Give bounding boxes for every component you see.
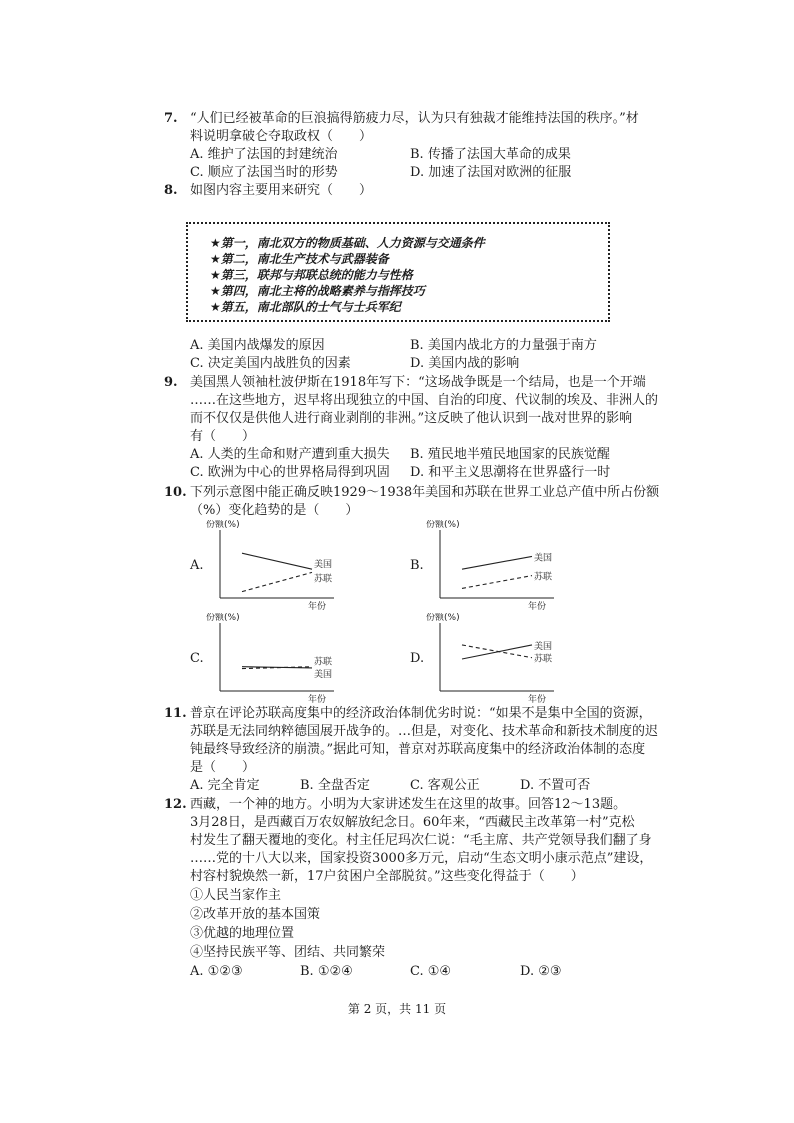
q8-box-line-1: ★第一，南北双方的物质基础、人力资源与交通条件	[210, 236, 485, 250]
q8-box-line-5: ★第五，南北部队的士气与士兵军纪	[210, 300, 401, 314]
q9-stem-line4: 有（ ）	[190, 429, 256, 444]
q8-option-c: C. 决定美国内战胜负的因素	[190, 356, 351, 371]
q12-stem-line2: 3月28日，是西藏百万农奴解放纪念日。60年来，“西藏民主改革第一村”克松	[190, 815, 635, 830]
chart-a-series-1	[242, 553, 312, 569]
q11-number: 11.	[164, 706, 187, 721]
q10-stem-line1: 下列示意图中能正确反映1929～1938年美国和苏联在世界工业总产值中所占份额	[190, 485, 660, 500]
q10-stem-line2: （%）变化趋势的是（ ）	[190, 503, 359, 518]
q10-option-b-letter: B.	[410, 558, 424, 573]
q12-stem-line3: 村发生了翻天覆地的变化。村主任尼玛次仁说：“毛主席、共产党领导我们翻了身	[190, 833, 652, 848]
q10-chart-a	[200, 520, 350, 610]
q8-option-a: A. 美国内战爆发的原因	[190, 338, 325, 353]
chart-b-series-2	[462, 576, 532, 589]
q12-option-c: C. ①④	[410, 964, 452, 979]
chart-a-series-1-label: 美国	[314, 560, 333, 571]
q7-option-b: B. 传播了法国大革命的成果	[410, 147, 571, 162]
q8-box-line-3: ★第三，联邦与邦联总统的能力与性格	[210, 268, 413, 282]
chart-d-xlabel: 年份	[528, 695, 547, 703]
q7-stem-line1: “人们已经被革命的巨浪搞得筋疲力尽，认为只有独裁才能维持法国的秩序。”材	[190, 111, 639, 126]
q12-item-4: ④坚持民族平等、团结、共同繁荣	[190, 945, 386, 960]
q12-option-d: D. ②③	[520, 964, 562, 979]
q9-option-a: A. 人类的生命和财产遭到重大损失	[190, 447, 390, 462]
chart-c-xlabel: 年份	[308, 695, 327, 703]
q9-number: 9.	[164, 375, 178, 390]
q8-info-box	[186, 222, 610, 322]
q11-stem-line3: 钝最终导致经济的崩溃。”据此可知，普京对苏联高度集中的经济政治体制的态度	[190, 742, 646, 757]
q12-item-3: ③优越的地理位置	[190, 926, 295, 941]
q12-item-2: ②改革开放的基本国策	[190, 907, 321, 922]
q8-stem: 如图内容主要用来研究（ ）	[190, 183, 373, 198]
chart-a-series-2	[242, 572, 312, 591]
chart-c-ylabel: 份额(%)	[206, 613, 240, 623]
chart-b-xlabel: 年份	[528, 602, 547, 610]
q8-option-d: D. 美国内战的影响	[410, 356, 520, 371]
q11-stem-line1: 普京在评论苏联高度集中的经济政治体制优劣时说：“如果不是集中全国的资源，	[190, 706, 652, 721]
q7-option-d: D. 加速了法国对欧洲的征服	[410, 165, 572, 180]
chart-a-series-2-label: 苏联	[314, 574, 333, 585]
q12-item-1: ①人民当家作主	[190, 888, 282, 903]
q8-option-b: B. 美国内战北方的力量强于南方	[410, 338, 597, 353]
chart-c-series-2-label: 美国	[314, 669, 333, 680]
q7-number: 7.	[164, 111, 178, 126]
chart-b-series-1	[462, 556, 532, 569]
q10-option-c-letter: C.	[190, 651, 204, 666]
chart-b-series-2-label: 苏联	[534, 572, 553, 583]
chart-a-xlabel: 年份	[308, 602, 327, 610]
q10-option-a-letter: A.	[190, 558, 204, 573]
q10-number: 10.	[164, 485, 187, 500]
q11-stem-line2: 苏联是无法同纳粹德国展开战争的。…但是，对变化、技术革命和新技术制度的迟	[190, 724, 659, 739]
chart-b-ylabel: 份额(%)	[426, 520, 460, 530]
q9-stem-line3: 而不仅仅是供他人进行商业剥削的非洲。”这反映了他认识到一战对世界的影响	[190, 411, 633, 426]
q8-box-line-2: ★第二，南北生产技术与武器装备	[210, 252, 389, 266]
chart-d-series-2-label: 苏联	[534, 654, 553, 665]
q7-stem-line2: 料说明拿破仑夺取政权（ ）	[190, 129, 373, 144]
chart-a-ylabel: 份额(%)	[206, 520, 240, 530]
q10-option-d-letter: D.	[410, 651, 425, 666]
chart-d-ylabel: 份额(%)	[426, 613, 460, 623]
q11-option-c: C. 客观公正	[410, 778, 480, 793]
q11-option-a: A. 完全肯定	[190, 778, 260, 793]
q12-stem-line5: 村容村貌焕然一新，17户贫困户全部脱贫。”这些变化得益于（ ）	[190, 869, 584, 884]
q12-option-a: A. ①②③	[190, 964, 243, 979]
chart-d-series-1-label: 美国	[534, 641, 553, 652]
q11-stem-line4: 是（ ）	[190, 760, 256, 775]
q10-chart-c	[200, 613, 350, 703]
page-footer: 第 2 页，共 11 页	[347, 1002, 447, 1016]
q8-number: 8.	[164, 183, 178, 198]
q9-option-d: D. 和平主义思潮将在世界盛行一时	[410, 465, 611, 480]
q12-stem-line4: ……党的十八大以来，国家投资3000多万元，启动“生态文明小康示范点”建设，	[190, 851, 653, 866]
chart-c-series-1-label: 苏联	[314, 657, 333, 668]
q9-stem-line1: 美国黑人领袖杜波伊斯在1918年写下：“这场战争既是一个结局，也是一个开端	[190, 375, 646, 390]
q7-option-a: A. 维护了法国的封建统治	[190, 147, 338, 162]
q9-option-b: B. 殖民地半殖民地国家的民族觉醒	[410, 447, 610, 462]
q12-number: 12.	[164, 797, 187, 812]
q9-option-c: C. 欧洲为中心的世界格局得到巩固	[190, 465, 390, 480]
chart-b-series-1-label: 美国	[534, 553, 553, 564]
q10-chart-b	[420, 520, 570, 610]
q12-option-b: B. ①②④	[300, 964, 353, 979]
q10-chart-d	[420, 613, 570, 703]
q11-option-d: D. 不置可否	[520, 778, 591, 793]
q8-box-line-4: ★第四，南北主将的战略素养与指挥技巧	[210, 284, 425, 298]
q12-stem-line1: 西藏，一个神的地方。小明为大家讲述发生在这里的故事。回答12～13题。	[190, 797, 627, 812]
q7-option-c: C. 顺应了法国当时的形势	[190, 165, 338, 180]
q9-stem-line2: ……在这些地方，迟早将出现独立的中国、自治的印度、代议制的埃及、非洲人的	[190, 393, 659, 408]
q11-option-b: B. 全盘否定	[300, 778, 370, 793]
